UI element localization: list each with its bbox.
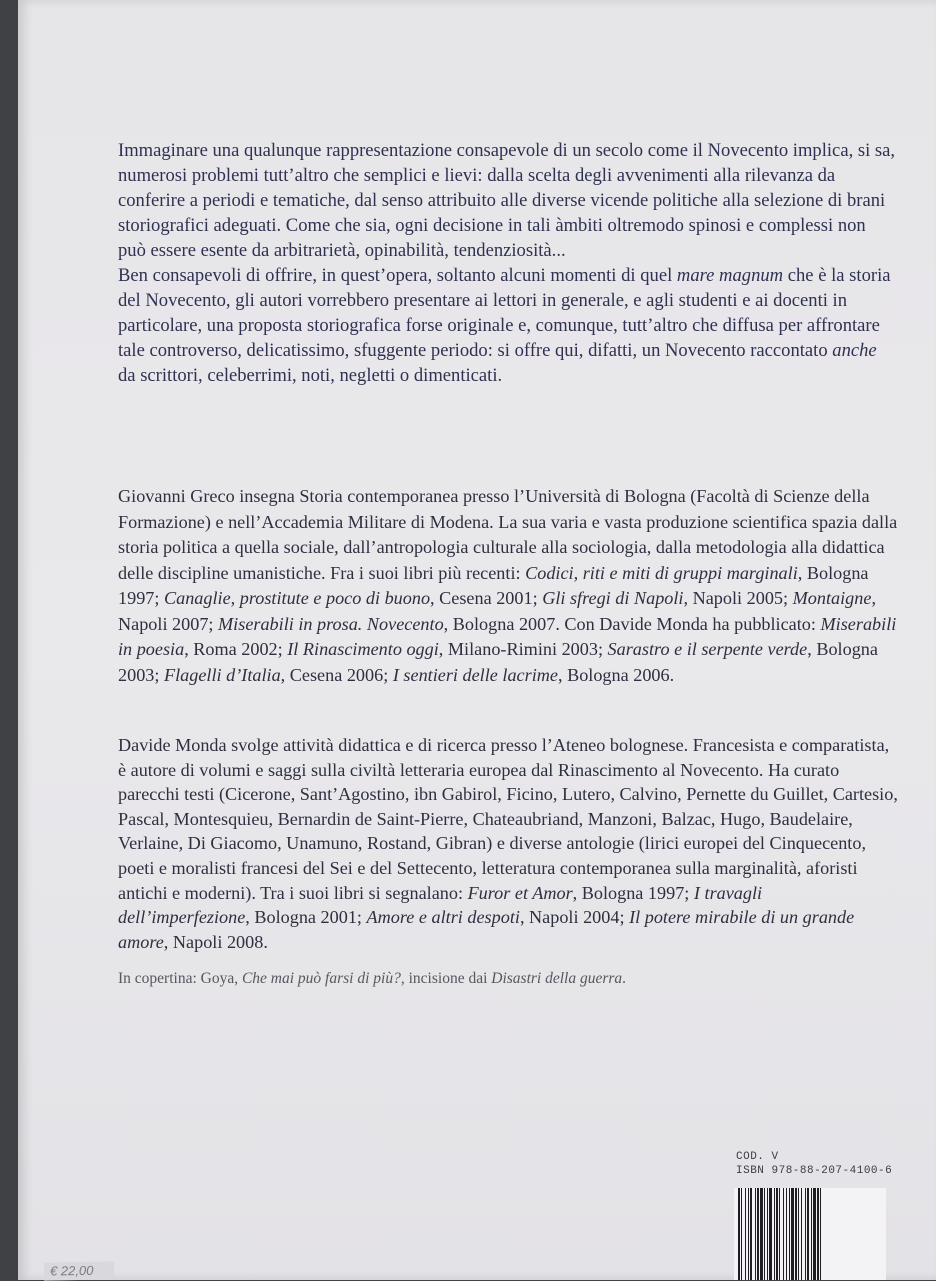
- intro-paragraph-2: Ben consapevoli di offrire, in quest’opera, soltanto alcuni momenti di quel mare magnum che è la storia del Novecento, gli autori vorrebbero presentare ai lettori in generale, e agli studenti e ai docenti in particolare, una proposta storiografica forse originale e, comunque, tutt’altro che diffusa per affrontare tale controverso, delicatissimo, sfuggente periodo: si offre qui, difatti, un Novecento raccontato anche da scrittori, celeberrimi, noti, negletti o dimenticati.: [118, 265, 891, 386]
- barcode-bars: [734, 1188, 886, 1280]
- back-cover: [18, 0, 936, 1280]
- product-code: [736, 1150, 892, 1178]
- author-bio-monda: Davide Monda svolge attività didattica e di ricerca presso l’Ateneo bolognese. Francesista e comparatista, è autore di volumi e saggi sulla civiltà letteraria europea dal Rinascimento al Novecento. Ha curato parecchi testi (Cicerone, Sant’Agostino, ibn Gabirol, Ficino, Lutero, Calvino, Pernette du Guillet, Cartesio, Pascal, Montesquieu, Bernardin de Saint-Pierre, Chateaubriand, Manzoni, Balzac, Hugo, Baudelaire, Verlaine, Di Giacomo, Unamuno, Rostand, Gibran) e diverse antologie (lirici europei del Cinquecento, poeti e moralisti francesi del Sei e del Settecento, letteratura contemporanea sulla marginalità, aforisti antichi e moderni). Tra i suoi libri si segnalano: Furor et Amor, Bologna 1997; I travagli dell’imperfezione, Bologna 2001; Amore e altri despoti, Napoli 2004; Il potere mirabile di un grande amore, Napoli 2008.: [118, 735, 898, 952]
- cover-caption: In copertina: Goya, Che mai può farsi di più?, incisione dai Disastri della guerra.: [118, 970, 627, 987]
- cod-label: COD. V: [736, 1151, 779, 1163]
- intro-text: [118, 138, 898, 388]
- price-sticker: € 22,00: [44, 1261, 114, 1280]
- isbn-label: ISBN 978-88-207-4100-6: [736, 1165, 893, 1177]
- barcode: [734, 1188, 886, 1280]
- intro-paragraph-1: Immaginare una qualunque rappresentazione consapevole di un secolo come il Novecento implica, si sa, numerosi problemi tutt’altro che semplici e lievi: dalla scelta degli avvenimenti alla rilevanza da conferire a periodi e tematiche, dal senso attribuito alle diverse vicende politiche alla selezione di brani storiografici adeguati. Come che sia, ogni decisione in tali àmbiti oltremodo spinosi e complessi non può essere esente da arbitrarietà, opinabilità, tendenziosità...: [118, 140, 896, 261]
- author-bio-greco: Giovanni Greco insegna Storia contemporanea presso l’Università di Bologna (Facoltà di Scienze della Formazione) e nell’Accademia Militare di Modena. La sua varia e vasta produzione scientifica spazia dalla storia politica a quella sociale, dall’antropologia culturale alla sociologia, dalla metodologia alla didattica delle discipline umanistiche. Fra i suoi libri più recenti: Codici, riti e miti di gruppi marginali, Bologna 1997; Canaglie, prostitute e poco di buono, Cesena 2001; Gli sfregi di Napoli, Napoli 2005; Montaigne, Napoli 2007; Miserabili in prosa. Novecento, Bologna 2007. Con Davide Monda ha pubblicato: Miserabili in poesia, Roma 2002; Il Rinascimento oggi, Milano-Rimini 2003; Sarastro e il serpente verde, Bologna 2003; Flagelli d’Italia, Cesena 2006; I sentieri delle lacrime, Bologna 2006.: [118, 486, 898, 685]
